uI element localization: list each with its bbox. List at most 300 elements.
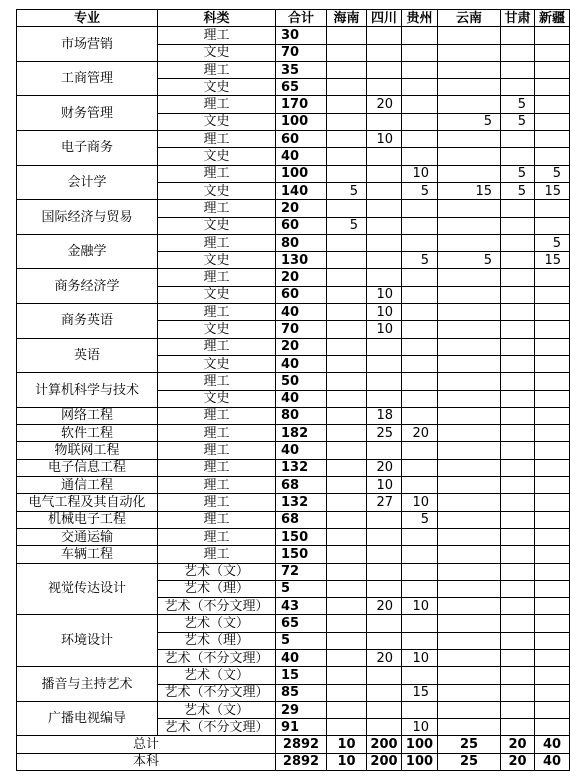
province-quota-cell [438, 269, 501, 286]
province-quota-cell [327, 684, 367, 701]
total-cell: 40 [276, 148, 327, 165]
category-cell: 理工 [158, 234, 276, 251]
province-quota-cell [438, 304, 501, 321]
table-row [17, 563, 570, 580]
province-quota-cell [501, 425, 535, 442]
province-quota-cell: 20 [367, 96, 402, 113]
province-quota-cell [501, 563, 535, 580]
major-name-cell: 商务经济学 [17, 269, 158, 304]
province-quota-cell [535, 44, 570, 61]
province-quota-cell [535, 200, 570, 217]
province-quota-cell [535, 27, 570, 44]
table-row [17, 494, 570, 511]
category-cell: 理工 [158, 200, 276, 217]
total-cell: 65 [276, 79, 327, 96]
province-quota-cell [402, 632, 438, 649]
province-quota-cell [501, 321, 535, 338]
province-quota-cell [327, 321, 367, 338]
table-body [17, 27, 570, 736]
province-quota-cell [535, 269, 570, 286]
province-quota-cell [501, 615, 535, 632]
major-name-cell: 通信工程 [17, 477, 158, 494]
province-quota-cell [402, 407, 438, 424]
total-cell: 72 [276, 563, 327, 580]
category-cell: 艺术（文） [158, 615, 276, 632]
province-quota-cell [438, 165, 501, 182]
total-cell: 170 [276, 96, 327, 113]
province-quota-cell [327, 373, 367, 390]
total-cell: 85 [276, 684, 327, 701]
province-quota-cell [402, 131, 438, 148]
province-quota-cell [402, 286, 438, 303]
province-quota-cell [501, 148, 535, 165]
province-quota-cell [402, 96, 438, 113]
category-cell: 文史 [158, 217, 276, 234]
header-xinjiang: 新疆 [535, 10, 570, 27]
province-quota-cell [327, 528, 367, 545]
province-quota-cell [535, 701, 570, 718]
category-cell: 艺术（文） [158, 563, 276, 580]
summary-cell: 100 [402, 736, 438, 753]
province-quota-cell [402, 148, 438, 165]
total-cell: 80 [276, 407, 327, 424]
province-quota-cell [501, 511, 535, 528]
category-cell: 理工 [158, 442, 276, 459]
province-quota-cell [327, 563, 367, 580]
category-cell: 理工 [158, 304, 276, 321]
total-cell: 65 [276, 615, 327, 632]
total-cell: 5 [276, 580, 327, 597]
province-quota-cell: 10 [367, 286, 402, 303]
category-cell: 艺术（不分文理） [158, 684, 276, 701]
province-quota-cell [402, 528, 438, 545]
province-quota-cell [327, 546, 367, 563]
total-cell: 30 [276, 27, 327, 44]
province-quota-cell [402, 580, 438, 597]
summary-total: 2892 [276, 736, 327, 753]
province-quota-cell: 5 [327, 217, 367, 234]
province-quota-cell [367, 148, 402, 165]
total-cell: 150 [276, 528, 327, 545]
province-quota-cell [438, 511, 501, 528]
table-row [17, 27, 570, 44]
header-yunnan: 云南 [438, 10, 501, 27]
table-row [17, 701, 570, 718]
province-quota-cell [438, 96, 501, 113]
province-quota-cell [327, 477, 367, 494]
category-cell: 文史 [158, 113, 276, 130]
province-quota-cell [535, 477, 570, 494]
province-quota-cell: 15 [438, 182, 501, 199]
province-quota-cell [402, 61, 438, 78]
category-cell: 文史 [158, 286, 276, 303]
province-quota-cell [535, 580, 570, 597]
major-name-cell: 环境设计 [17, 615, 158, 667]
province-quota-cell [438, 719, 501, 736]
province-quota-cell [402, 563, 438, 580]
category-cell: 艺术（不分文理） [158, 649, 276, 666]
province-quota-cell [501, 390, 535, 407]
total-cell: 68 [276, 511, 327, 528]
province-quota-cell [501, 355, 535, 372]
province-quota-cell [327, 667, 367, 684]
province-quota-cell [438, 598, 501, 615]
summary-row-total [17, 736, 570, 753]
province-quota-cell [367, 442, 402, 459]
province-quota-cell [535, 425, 570, 442]
summary-row-undergraduate [17, 753, 570, 770]
province-quota-cell [438, 373, 501, 390]
province-quota-cell [535, 563, 570, 580]
major-name-cell: 工商管理 [17, 61, 158, 96]
total-cell: 60 [276, 131, 327, 148]
total-cell: 40 [276, 304, 327, 321]
header-gansu: 甘肃 [501, 10, 535, 27]
province-quota-cell [367, 200, 402, 217]
province-quota-cell [367, 182, 402, 199]
province-quota-cell [402, 27, 438, 44]
province-quota-cell [438, 494, 501, 511]
province-quota-cell [501, 528, 535, 545]
summary-cell: 200 [367, 753, 402, 770]
province-quota-cell [501, 79, 535, 96]
province-quota-cell [535, 598, 570, 615]
province-quota-cell [402, 234, 438, 251]
total-cell: 35 [276, 61, 327, 78]
province-quota-cell [535, 632, 570, 649]
province-quota-cell [438, 425, 501, 442]
province-quota-cell [327, 632, 367, 649]
total-cell: 20 [276, 200, 327, 217]
province-quota-cell [438, 27, 501, 44]
province-quota-cell [367, 580, 402, 597]
province-quota-cell [367, 44, 402, 61]
province-quota-cell [367, 252, 402, 269]
province-quota-cell [535, 684, 570, 701]
summary-cell: 20 [501, 736, 535, 753]
province-quota-cell [367, 684, 402, 701]
header-hainan: 海南 [327, 10, 367, 27]
province-quota-cell: 10 [367, 321, 402, 338]
province-quota-cell [501, 477, 535, 494]
province-quota-cell [402, 217, 438, 234]
enrollment-plan-table [16, 9, 570, 771]
province-quota-cell [327, 113, 367, 130]
province-quota-cell [402, 200, 438, 217]
province-quota-cell [327, 27, 367, 44]
province-quota-cell [501, 632, 535, 649]
province-quota-cell [501, 580, 535, 597]
province-quota-cell [501, 252, 535, 269]
province-quota-cell: 27 [367, 494, 402, 511]
province-quota-cell [501, 546, 535, 563]
enrollment-plan-table-wrapper [16, 9, 570, 771]
category-cell: 文史 [158, 44, 276, 61]
summary-cell: 10 [327, 736, 367, 753]
major-name-cell: 计算机科学与技术 [17, 373, 158, 408]
province-quota-cell [327, 252, 367, 269]
province-quota-cell: 5 [535, 234, 570, 251]
province-quota-cell [501, 131, 535, 148]
major-name-cell: 车辆工程 [17, 546, 158, 563]
province-quota-cell [327, 459, 367, 476]
summary-cell: 20 [501, 753, 535, 770]
major-name-cell: 会计学 [17, 165, 158, 200]
province-quota-cell: 5 [402, 511, 438, 528]
province-quota-cell: 5 [501, 182, 535, 199]
province-quota-cell [438, 338, 501, 355]
header-major: 专业 [17, 10, 158, 27]
province-quota-cell [367, 79, 402, 96]
summary-label: 本科 [17, 753, 276, 770]
major-name-cell: 机械电子工程 [17, 511, 158, 528]
province-quota-cell [535, 96, 570, 113]
table-row [17, 511, 570, 528]
province-quota-cell [402, 667, 438, 684]
province-quota-cell [438, 667, 501, 684]
province-quota-cell [535, 304, 570, 321]
province-quota-cell [535, 355, 570, 372]
province-quota-cell [535, 79, 570, 96]
total-cell: 91 [276, 719, 327, 736]
total-cell: 5 [276, 632, 327, 649]
summary-cell: 40 [535, 736, 570, 753]
category-cell: 理工 [158, 96, 276, 113]
category-cell: 文史 [158, 148, 276, 165]
province-quota-cell [535, 649, 570, 666]
province-quota-cell [327, 407, 367, 424]
category-cell: 理工 [158, 269, 276, 286]
province-quota-cell [402, 338, 438, 355]
category-cell: 艺术（不分文理） [158, 719, 276, 736]
province-quota-cell: 5 [438, 113, 501, 130]
province-quota-cell [438, 580, 501, 597]
province-quota-cell [535, 321, 570, 338]
province-quota-cell [438, 615, 501, 632]
province-quota-cell: 15 [535, 252, 570, 269]
total-cell: 20 [276, 338, 327, 355]
province-quota-cell [402, 113, 438, 130]
province-quota-cell [367, 390, 402, 407]
province-quota-cell: 10 [367, 477, 402, 494]
total-cell: 68 [276, 477, 327, 494]
province-quota-cell [327, 148, 367, 165]
category-cell: 理工 [158, 546, 276, 563]
category-cell: 艺术（理） [158, 632, 276, 649]
province-quota-cell [367, 269, 402, 286]
province-quota-cell [501, 684, 535, 701]
province-quota-cell [501, 407, 535, 424]
province-quota-cell [535, 407, 570, 424]
province-quota-cell [367, 373, 402, 390]
summary-cell: 40 [535, 753, 570, 770]
province-quota-cell: 5 [402, 252, 438, 269]
province-quota-cell: 10 [402, 649, 438, 666]
table-row [17, 477, 570, 494]
province-quota-cell [402, 546, 438, 563]
major-name-cell: 视觉传达设计 [17, 563, 158, 615]
header-category: 科类 [158, 10, 276, 27]
province-quota-cell [367, 719, 402, 736]
province-quota-cell [327, 200, 367, 217]
summary-cell: 10 [327, 753, 367, 770]
province-quota-cell [535, 719, 570, 736]
province-quota-cell [367, 615, 402, 632]
province-quota-cell [501, 701, 535, 718]
province-quota-cell [438, 459, 501, 476]
province-quota-cell [402, 615, 438, 632]
total-cell: 100 [276, 165, 327, 182]
major-name-cell: 软件工程 [17, 425, 158, 442]
province-quota-cell [367, 338, 402, 355]
category-cell: 文史 [158, 252, 276, 269]
province-quota-cell [438, 649, 501, 666]
table-row [17, 373, 570, 390]
province-quota-cell [367, 113, 402, 130]
province-quota-cell [402, 355, 438, 372]
province-quota-cell: 10 [402, 598, 438, 615]
province-quota-cell [501, 304, 535, 321]
table-row [17, 407, 570, 424]
province-quota-cell: 10 [402, 494, 438, 511]
province-quota-cell [535, 390, 570, 407]
province-quota-cell: 15 [402, 684, 438, 701]
province-quota-cell: 10 [367, 131, 402, 148]
major-name-cell: 英语 [17, 338, 158, 373]
province-quota-cell [535, 511, 570, 528]
major-name-cell: 商务英语 [17, 304, 158, 339]
category-cell: 理工 [158, 131, 276, 148]
province-quota-cell [438, 44, 501, 61]
province-quota-cell: 20 [367, 649, 402, 666]
province-quota-cell [367, 27, 402, 44]
province-quota-cell [402, 442, 438, 459]
province-quota-cell [402, 44, 438, 61]
table-row [17, 425, 570, 442]
province-quota-cell: 5 [535, 165, 570, 182]
total-cell: 60 [276, 217, 327, 234]
province-quota-cell [535, 148, 570, 165]
total-cell: 100 [276, 113, 327, 130]
province-quota-cell: 20 [367, 459, 402, 476]
province-quota-cell [501, 286, 535, 303]
province-quota-cell [327, 494, 367, 511]
category-cell: 艺术（不分文理） [158, 598, 276, 615]
province-quota-cell: 5 [501, 165, 535, 182]
category-cell: 理工 [158, 338, 276, 355]
province-quota-cell [501, 373, 535, 390]
province-quota-cell [535, 338, 570, 355]
category-cell: 文史 [158, 321, 276, 338]
province-quota-cell: 25 [367, 425, 402, 442]
category-cell: 艺术（文） [158, 701, 276, 718]
province-quota-cell [535, 113, 570, 130]
province-quota-cell [438, 234, 501, 251]
province-quota-cell [367, 217, 402, 234]
total-cell: 40 [276, 442, 327, 459]
province-quota-cell [535, 373, 570, 390]
province-quota-cell [327, 234, 367, 251]
province-quota-cell [327, 719, 367, 736]
province-quota-cell [327, 165, 367, 182]
category-cell: 理工 [158, 477, 276, 494]
province-quota-cell [327, 286, 367, 303]
category-cell: 理工 [158, 425, 276, 442]
province-quota-cell [501, 719, 535, 736]
province-quota-cell [535, 494, 570, 511]
major-name-cell: 国际经济与贸易 [17, 200, 158, 235]
header-total: 合计 [276, 10, 327, 27]
province-quota-cell [535, 61, 570, 78]
province-quota-cell [535, 442, 570, 459]
province-quota-cell: 5 [501, 113, 535, 130]
total-cell: 70 [276, 44, 327, 61]
province-quota-cell [501, 269, 535, 286]
province-quota-cell [402, 477, 438, 494]
province-quota-cell [438, 563, 501, 580]
province-quota-cell [327, 355, 367, 372]
category-cell: 理工 [158, 373, 276, 390]
province-quota-cell [501, 442, 535, 459]
province-quota-cell [438, 131, 501, 148]
total-cell: 132 [276, 494, 327, 511]
province-quota-cell [367, 632, 402, 649]
province-quota-cell [438, 684, 501, 701]
province-quota-cell [367, 701, 402, 718]
total-cell: 130 [276, 252, 327, 269]
major-name-cell: 电子商务 [17, 131, 158, 166]
province-quota-cell [535, 528, 570, 545]
province-quota-cell [438, 528, 501, 545]
total-cell: 29 [276, 701, 327, 718]
province-quota-cell [327, 131, 367, 148]
province-quota-cell [501, 27, 535, 44]
summary-cell: 25 [438, 736, 501, 753]
province-quota-cell [438, 217, 501, 234]
major-name-cell: 播音与主持艺术 [17, 667, 158, 702]
province-quota-cell [402, 321, 438, 338]
total-cell: 40 [276, 355, 327, 372]
province-quota-cell [438, 390, 501, 407]
summary-label: 总计 [17, 736, 276, 753]
province-quota-cell [367, 165, 402, 182]
major-name-cell: 财务管理 [17, 96, 158, 131]
total-cell: 80 [276, 234, 327, 251]
major-name-cell: 电气工程及其自动化 [17, 494, 158, 511]
province-quota-cell: 10 [367, 304, 402, 321]
province-quota-cell [327, 44, 367, 61]
total-cell: 40 [276, 390, 327, 407]
province-quota-cell [367, 528, 402, 545]
header-row [17, 10, 570, 27]
province-quota-cell [327, 580, 367, 597]
province-quota-cell [402, 701, 438, 718]
province-quota-cell [438, 200, 501, 217]
table-row [17, 61, 570, 78]
province-quota-cell: 18 [367, 407, 402, 424]
province-quota-cell [501, 667, 535, 684]
summary-cell: 200 [367, 736, 402, 753]
major-name-cell: 交通运输 [17, 528, 158, 545]
province-quota-cell [501, 200, 535, 217]
province-quota-cell [367, 234, 402, 251]
province-quota-cell [535, 615, 570, 632]
table-row [17, 667, 570, 684]
province-quota-cell [367, 546, 402, 563]
total-cell: 40 [276, 649, 327, 666]
province-quota-cell [327, 598, 367, 615]
province-quota-cell [367, 563, 402, 580]
